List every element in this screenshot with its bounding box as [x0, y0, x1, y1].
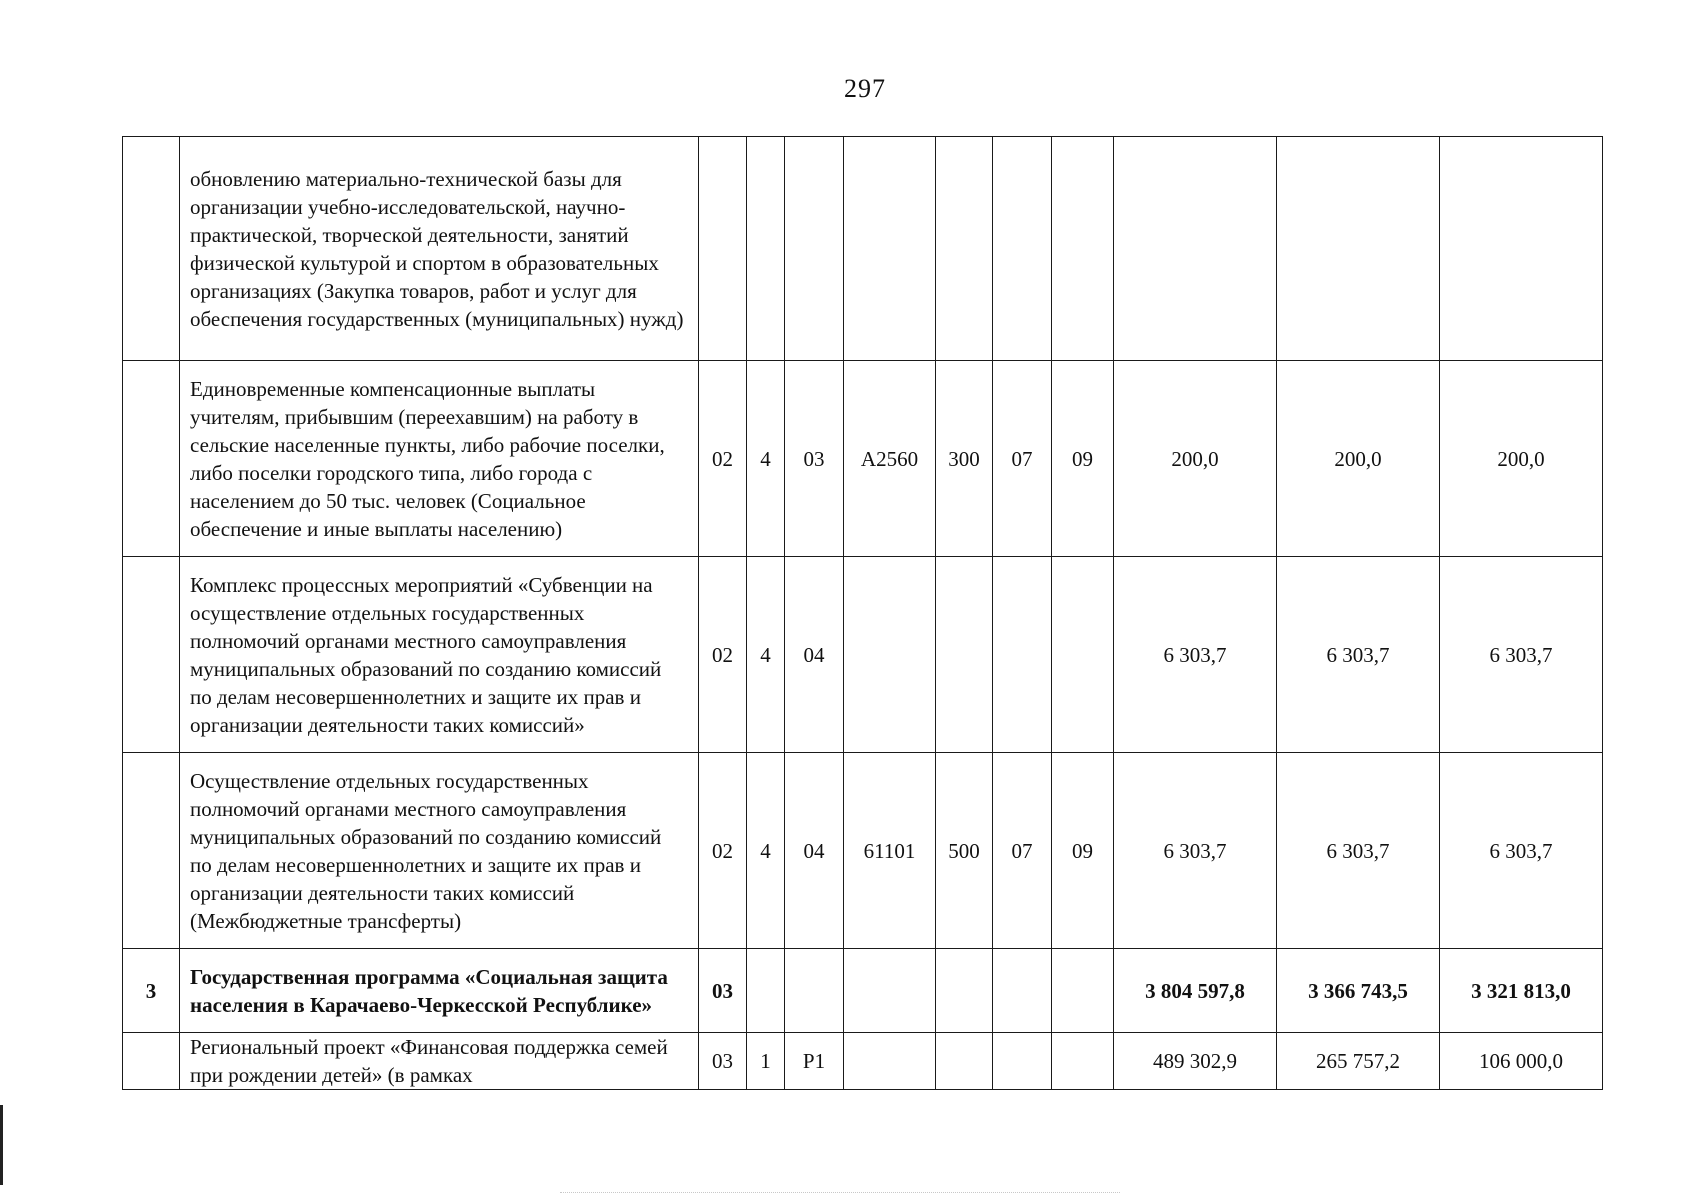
subsection-cell [1052, 137, 1114, 361]
row-number-cell [123, 361, 180, 557]
amount-year3-cell: 6 303,7 [1440, 753, 1603, 949]
row-description-cell: Единовременные компенсационные выплаты учителям, прибывшим (переехавшим) на работу в сельские населенные пункты, либо рабочие поселки, либо поселки городского типа, либо города с населением до 50 тыс. человек (Социальное обеспечение и иные выплаты населению) [180, 361, 699, 557]
code-structure-cell: P1 [785, 1033, 844, 1090]
table-row [123, 949, 1603, 1033]
table-row [123, 361, 1603, 557]
code-direction-cell [844, 557, 936, 753]
code-subprogram-cell: 4 [747, 361, 785, 557]
code-program-cell: 03 [699, 949, 747, 1033]
page-number: 297 [844, 74, 886, 103]
amount-year1-cell: 6 303,7 [1114, 557, 1277, 753]
section-cell: 07 [993, 753, 1052, 949]
amount-year3-cell [1440, 137, 1603, 361]
code-structure-cell: 04 [785, 557, 844, 753]
amount-year3-cell: 6 303,7 [1440, 557, 1603, 753]
amount-year3-cell: 3 321 813,0 [1440, 949, 1603, 1033]
code-structure-cell [785, 949, 844, 1033]
row-number-cell [123, 137, 180, 361]
expense-type-cell [936, 1033, 993, 1090]
scan-margin-mark [0, 1105, 3, 1185]
code-structure-cell: 04 [785, 753, 844, 949]
subsection-cell [1052, 1033, 1114, 1090]
row-description-cell: Региональный проект «Финансовая поддержка семей при рождении детей» (в рамках [180, 1033, 699, 1090]
subsection-cell [1052, 557, 1114, 753]
section-cell [993, 1033, 1052, 1090]
amount-year2-cell: 265 757,2 [1277, 1033, 1440, 1090]
row-description-cell: обновлению материально-технической базы для организации учебно-исследовательской, научно-практической, творческой деятельности, занятий физической культурой и спортом в образовательных организациях (Закупка товаров, работ и услуг для обеспечения государственных (муниципальных) нужд) [180, 137, 699, 361]
code-program-cell: 02 [699, 361, 747, 557]
expense-type-cell [936, 949, 993, 1033]
table-row [123, 1033, 1603, 1090]
code-subprogram-cell: 4 [747, 753, 785, 949]
code-subprogram-cell: 4 [747, 557, 785, 753]
code-direction-cell [844, 949, 936, 1033]
code-subprogram-cell [747, 949, 785, 1033]
budget-table [122, 136, 1603, 1090]
amount-year1-cell: 6 303,7 [1114, 753, 1277, 949]
expense-type-cell [936, 137, 993, 361]
code-structure-cell [785, 137, 844, 361]
amount-year2-cell: 6 303,7 [1277, 557, 1440, 753]
amount-year3-cell: 200,0 [1440, 361, 1603, 557]
amount-year1-cell: 200,0 [1114, 361, 1277, 557]
row-number-cell [123, 1033, 180, 1090]
row-number-cell: 3 [123, 949, 180, 1033]
row-number-cell [123, 557, 180, 753]
code-program-cell: 02 [699, 753, 747, 949]
subsection-cell: 09 [1052, 753, 1114, 949]
section-cell [993, 949, 1052, 1033]
row-description-cell: Комплекс процессных мероприятий «Субвенции на осуществление отдельных государственных полномочий органами местного самоуправления муниципальных образований по созданию комиссий по делам несовершеннолетних и защите их прав и организации деятельности таких комиссий» [180, 557, 699, 753]
table-row [123, 753, 1603, 949]
code-direction-cell: A2560 [844, 361, 936, 557]
amount-year1-cell [1114, 137, 1277, 361]
amount-year2-cell: 3 366 743,5 [1277, 949, 1440, 1033]
section-cell [993, 137, 1052, 361]
subsection-cell [1052, 949, 1114, 1033]
expense-type-cell [936, 557, 993, 753]
code-subprogram-cell: 1 [747, 1033, 785, 1090]
amount-year2-cell [1277, 137, 1440, 361]
section-cell: 07 [993, 361, 1052, 557]
row-description-cell: Государственная программа «Социальная защита населения в Карачаево-Черкесской Республике» [180, 949, 699, 1033]
scan-bleed-line [560, 1192, 1120, 1194]
section-cell [993, 557, 1052, 753]
subsection-cell: 09 [1052, 361, 1114, 557]
code-program-cell: 02 [699, 557, 747, 753]
row-number-cell [123, 753, 180, 949]
code-direction-cell [844, 1033, 936, 1090]
code-program-cell [699, 137, 747, 361]
code-subprogram-cell [747, 137, 785, 361]
table-row [123, 137, 1603, 361]
table-row [123, 557, 1603, 753]
amount-year3-cell: 106 000,0 [1440, 1033, 1603, 1090]
amount-year1-cell: 489 302,9 [1114, 1033, 1277, 1090]
expense-type-cell: 300 [936, 361, 993, 557]
code-structure-cell: 03 [785, 361, 844, 557]
amount-year1-cell: 3 804 597,8 [1114, 949, 1277, 1033]
expense-type-cell: 500 [936, 753, 993, 949]
row-description-cell: Осуществление отдельных государственных полномочий органами местного самоуправления муниципальных образований по созданию комиссий по делам несовершеннолетних и защите их прав и организации деятельности таких комиссий (Межбюджетные трансферты) [180, 753, 699, 949]
amount-year2-cell: 200,0 [1277, 361, 1440, 557]
code-program-cell: 03 [699, 1033, 747, 1090]
table-body [123, 137, 1603, 1090]
amount-year2-cell: 6 303,7 [1277, 753, 1440, 949]
code-direction-cell [844, 137, 936, 361]
code-direction-cell: 61101 [844, 753, 936, 949]
